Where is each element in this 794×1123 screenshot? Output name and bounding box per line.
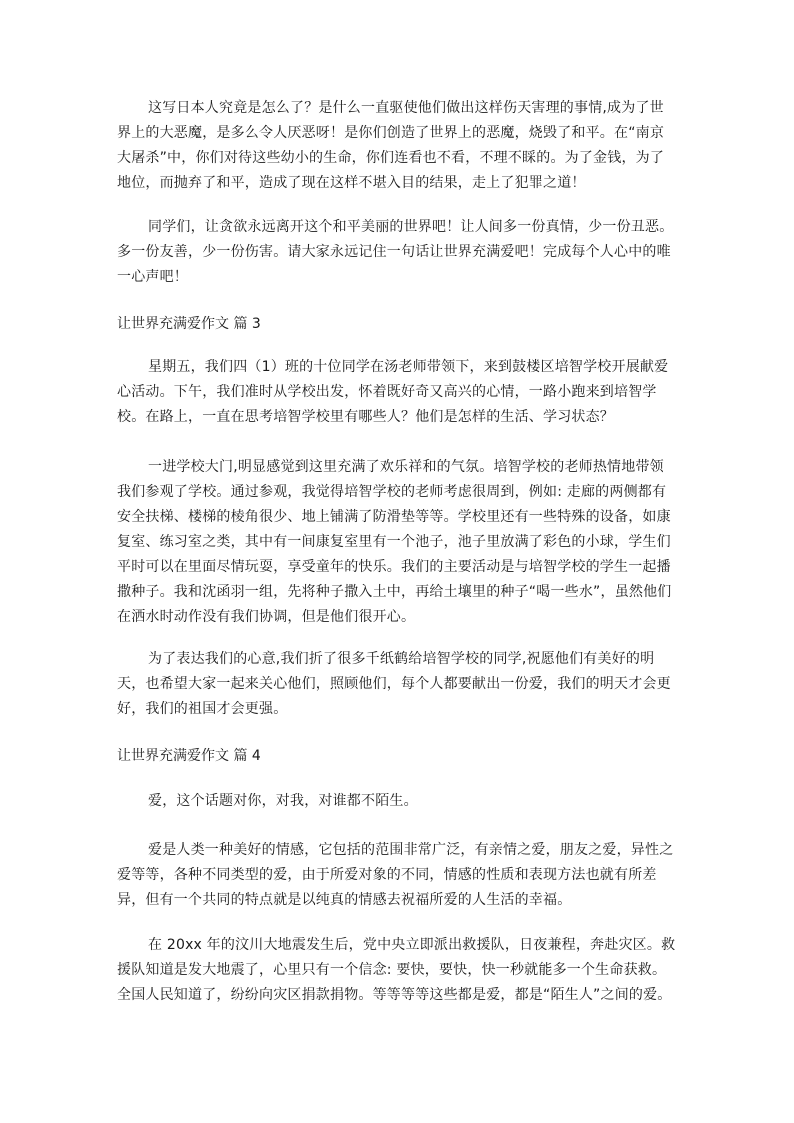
- paragraph-3: 星期五，我们四（1）班的十位同学在汤老师带领下，来到鼓楼区培智学校开展献爱心活动。下午，我们准时从学校出发，怀着既好奇又高兴的心情，一路小跑来到培智学校。在路上，一直在思考培智学校里有哪些人？他们是怎样的生活、学习状态？: [117, 359, 669, 425]
- section-heading-4: 让世界充满爱作文 篇 4: [117, 748, 261, 764]
- paragraph-8: 在 20xx 年的汶川大地震发生后，党中央立即派出救援队，日夜兼程，奔赴灾区。救援队知道是发大地震了，心里只有一个信念: 要快，要快，快一秒就能多一个生命获救。全国人民知道了，纷纷向灾区捐款捐物。等等等等这些都是爱，都是“陌生人”之间的爱。: [117, 937, 676, 1003]
- paragraph-1: 这写日本人究竟是怎么了？是什么一直驱使他们做出这样伤天害理的事情,成为了世界上的大恶魔，是多么令人厌恶呀！是你们创造了世界上的恶魔，烧毁了和平。在“南京大屠杀”中，你们对待这些幼小的生命，你们连看也不看，不理不睬的。为了金钱，为了地位，而抛弃了和平，造成了现在这样不堪入目的结果，走上了犯罪之道！: [117, 100, 665, 191]
- paragraph-5: 为了表达我们的心意,我们折了很多千纸鹤给培智学校的同学,祝愿他们有美好的明天，也希望大家一起来关心他们，照顾他们，每个人都要献出一份爱，我们的明天才会更好，我们的祖国才会更强。: [117, 651, 671, 717]
- paragraph-2: 同学们，让贪欲永远离开这个和平美丽的世界吧！让人间多一份真情，少一份丑恶。多一份友善，少一份伤害。请大家永远记住一句话让世界充满爱吧！完成每个人心中的唯一心声吧！: [117, 219, 674, 285]
- paragraph-4: 一进学校大门,明显感觉到这里充满了欢乐祥和的气氛。培智学校的老师热情地带领我们参观了学校。通过参观，我觉得培智学校的老师考虑很周到，例如: 走廊的两侧都有安全扶梯、楼梯的棱角很少、地上铺满了防滑垫等等。学校里还有一些特殊的设备，如康复室、练习室之类，其中有一间康复室里有一个池子，池子里放满了彩色的小球，学生们平时可以在里面尽情玩耍，享受童年的快乐。我们的主要活动是与培智学校的学生一起播撒种子。我和沈函羽一组，先将种子撒入土中，再给土壤里的种子“喝一些水”，虽然他们在洒水时动作没有我们协调，但是他们很开心。: [117, 459, 672, 625]
- paragraph-6: 爱，这个话题对你，对我，对谁都不陌生。: [148, 793, 418, 809]
- section-heading-3: 让世界充满爱作文 篇 3: [117, 316, 261, 332]
- paragraph-7: 爱是人类一种美好的情感，它包括的范围非常广泛，有亲情之爱，朋友之爱，异性之爱等等，各种不同类型的爱，由于所爱对象的不同，情感的性质和表现方法也就有所差异，但有一个共同的特点就是以纯真的情感去祝福所爱的人生活的幸福。: [117, 842, 674, 908]
